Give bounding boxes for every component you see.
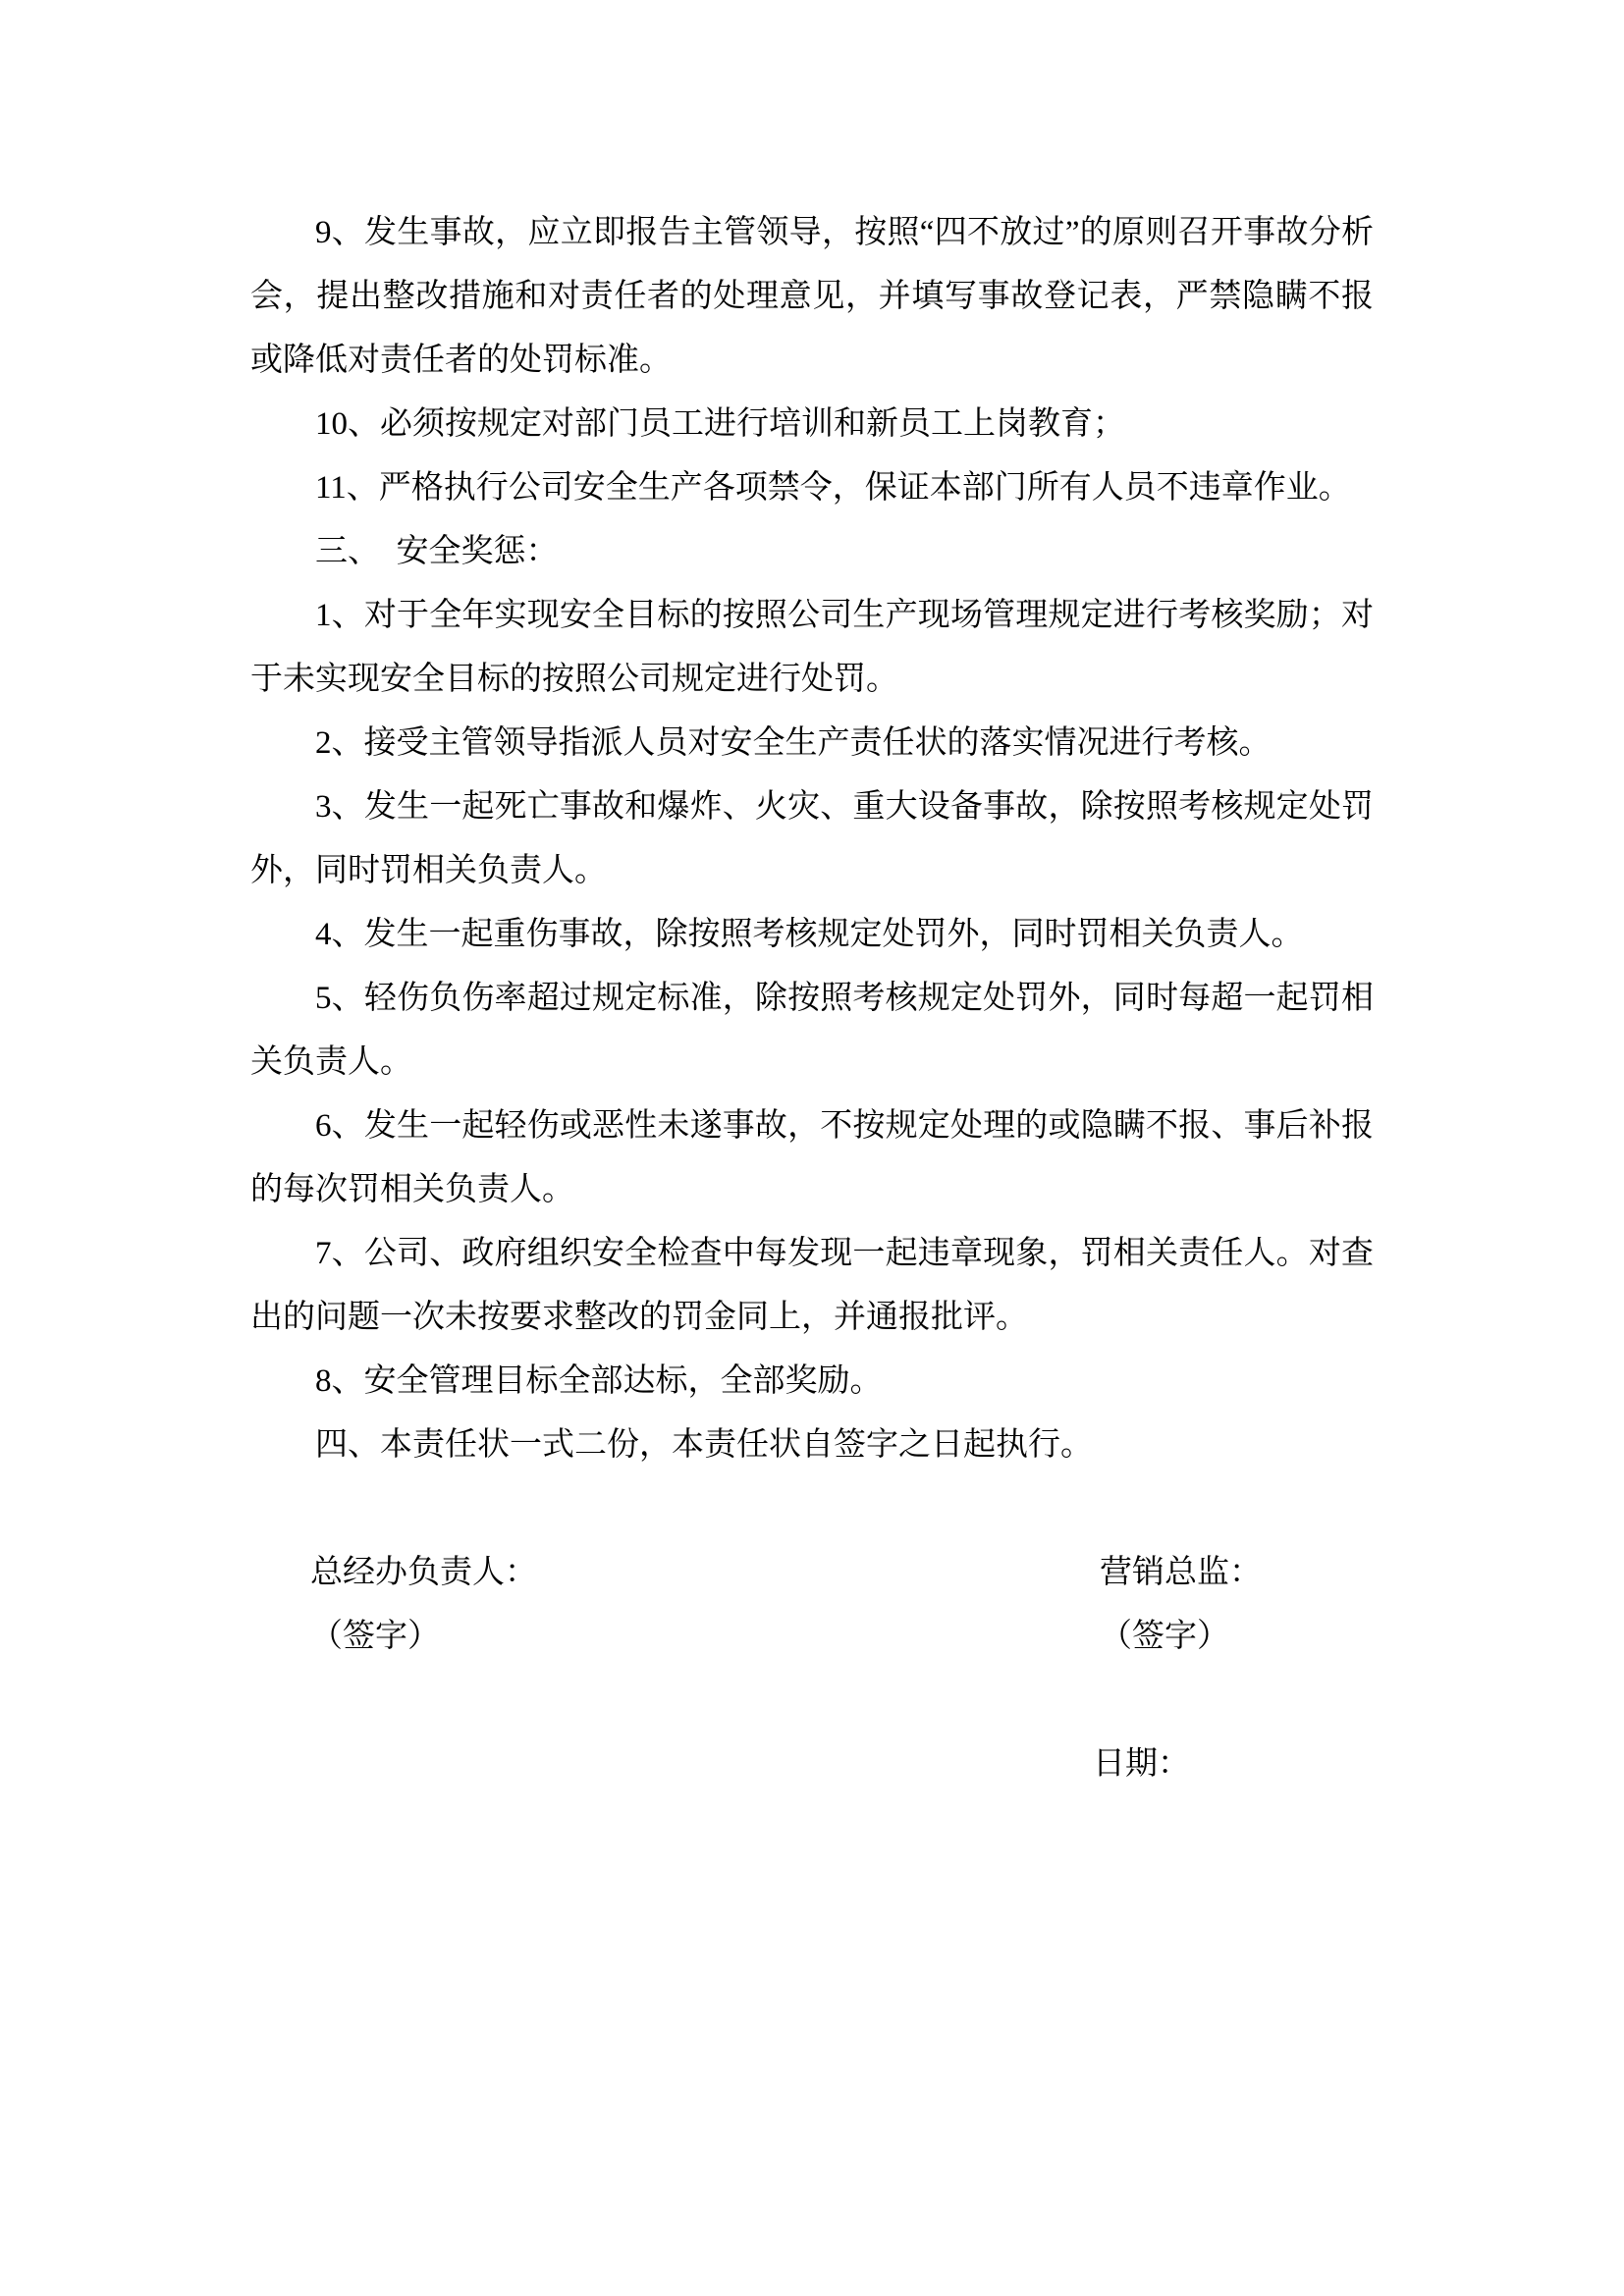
section-heading-rewards: 三、 安全奖惩： [315,534,559,569]
paragraph-item-9: 9、发生事故，应立即报告主管领导，按照“四不放过”的原则召开事故分析会，提出整改措施和对责任者的处理意见，并填写事故登记表，严禁隐瞒不报或降低对责任者的处罚标准。 [250,215,1374,378]
document-body [250,201,1374,1477]
signature-spacer-row [250,1669,1374,1733]
section-heading-copies: 四、本责任状一式二份，本责任状自签字之日起执行。 [315,1427,1093,1463]
date-label: 日期： [1093,1746,1190,1782]
paragraph-item-11: 11、严格执行公司安全生产各项禁令，保证本部门所有人员不违章作业。 [315,470,1351,506]
paragraph-item-8: 8、安全管理目标全部达标，全部奖励。 [315,1363,883,1399]
signature-title-row [250,1541,1374,1605]
right-sign-hint: （签字） [1100,1619,1229,1654]
signature-sign-row [250,1605,1374,1669]
paragraph-item-2: 2、接受主管领导指派人员对安全生产责任状的落实情况进行考核。 [315,725,1272,761]
paragraph-item-1: 1、对于全年实现安全目标的按照公司生产现场管理规定进行考核奖励；对于未实现安全目标的按照公司规定进行处罚。 [250,598,1374,697]
paragraph-item-3: 3、发生一起死亡事故和爆炸、火灾、重大设备事故，除按照考核规定处罚外，同时罚相关负责人。 [250,789,1374,888]
signature-block [250,1541,1374,1796]
left-signer-label: 总经办负责人： [310,1555,537,1590]
paragraph-item-4: 4、发生一起重伤事故，除按照考核规定处罚外，同时罚相关负责人。 [315,917,1304,952]
right-signer-label: 营销总监： [1100,1555,1262,1590]
paragraph-item-6: 6、发生一起轻伤或恶性未遂事故，不按规定处理的或隐瞒不报、事后补报的每次罚相关负责人。 [250,1108,1374,1207]
paragraph-item-5: 5、轻伤负伤率超过规定标准，除按照考核规定处罚外，同时每超一起罚相关负责人。 [250,981,1374,1080]
paragraph-item-10: 10、必须按规定对部门员工进行培训和新员工上岗教育； [315,406,1125,442]
date-row [250,1733,1374,1796]
left-sign-hint: （签字） [310,1619,440,1654]
paragraph-item-7: 7、公司、政府组织安全检查中每发现一起违章现象，罚相关责任人。对查出的问题一次未按要求整改的罚金同上，并通报批评。 [250,1236,1374,1335]
